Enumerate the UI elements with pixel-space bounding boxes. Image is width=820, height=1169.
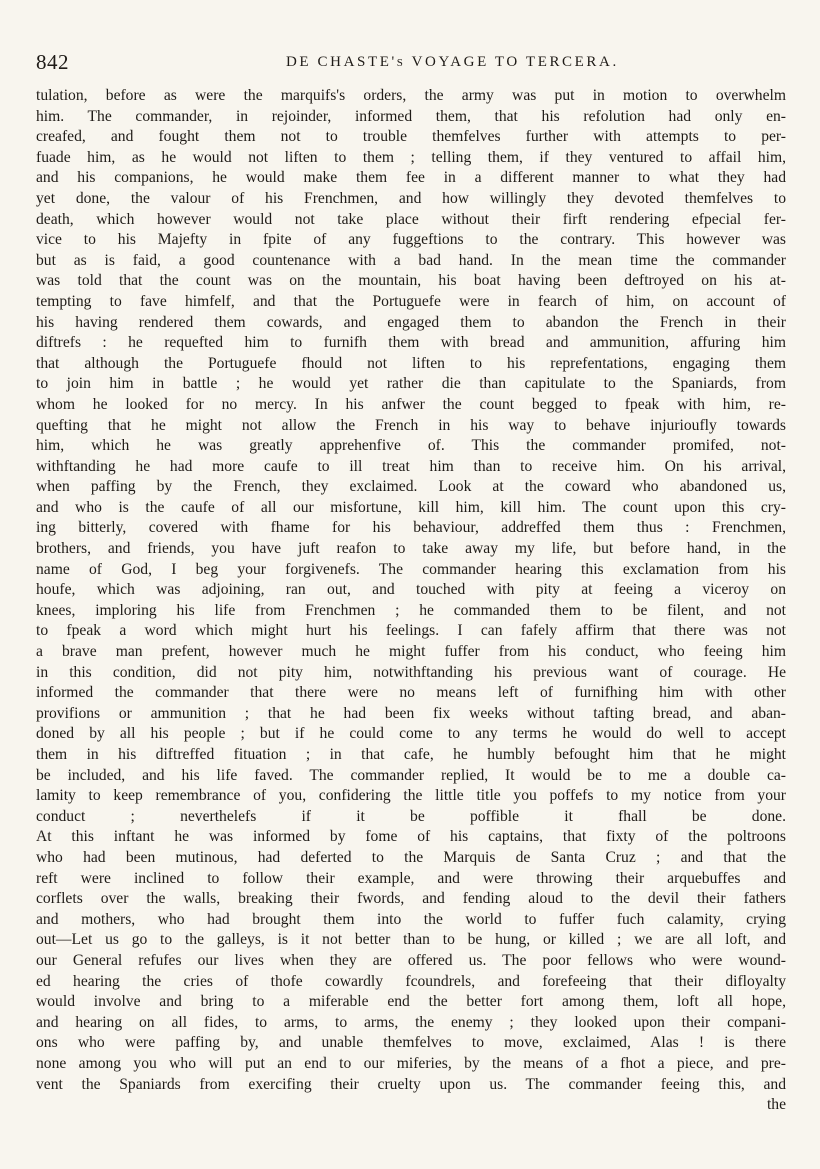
italic-text: our General refufes our lives when they are offered us. (36, 951, 487, 969)
text-line (36, 704, 786, 725)
text-line (36, 127, 786, 148)
italic-text: conduct ; neverthelefs if it be poffible it fhall be done. (36, 807, 786, 825)
roman-text: The poor fellows who were wound- (486, 951, 786, 969)
text-line (36, 601, 786, 622)
text-line (36, 848, 786, 869)
roman-text: out— (36, 931, 72, 949)
text-line (36, 436, 786, 457)
text-line (36, 745, 786, 766)
roman-text: death, which however would not take place without their firft rendering efpecial fer- (36, 210, 786, 228)
roman-text: was told that the count was on the mountain, his boat having been deftroyed on his at- (36, 272, 786, 290)
text-line (36, 1013, 786, 1034)
roman-text: tulation, before as were the marquifs's orders, the army was put in motion to overwhelm (36, 87, 786, 104)
text-line (36, 498, 786, 519)
text-line (36, 930, 786, 951)
italic-text: brothers, and friends, you have juft reafon to take away my life, but before hand, in the (36, 540, 786, 558)
text-line (36, 663, 786, 684)
italic-text: name of God, I beg your forgivenefs. (36, 560, 360, 578)
text-line (36, 807, 786, 828)
page-header (36, 48, 782, 80)
text-line (36, 580, 786, 601)
roman-text: but as is faid, a good countenance with a bad hand. In the mean time the commander (36, 251, 786, 269)
text-line (36, 560, 786, 581)
text-line (36, 251, 786, 272)
text-line (36, 910, 786, 931)
italic-text: Frenchmen, (689, 519, 786, 537)
italic-text: to arms, to arms, the enemy ; (238, 1013, 514, 1031)
roman-text: The commander feeing this, and (507, 1075, 786, 1093)
roman-text: At this inftant he was informed by fome of his captains, that fixty of the poltroons (36, 828, 786, 846)
roman-text: provifions or ammunition ; that he had been fix weeks without tafting bread, and aban- (36, 704, 786, 722)
roman-text: his having rendered them cowards, and engaged them to abandon the French in their (36, 313, 786, 331)
roman-text: to fpeak a word which might hurt his feelings. I can fafely affirm that there was not (36, 622, 786, 640)
text-line (36, 951, 786, 972)
text-line (36, 724, 786, 745)
roman-text: tempting to fave himfelf, and that the Portuguefe were in fearch of him, on account of (36, 292, 786, 310)
text-line (36, 271, 786, 292)
text-line (36, 827, 786, 848)
roman-text: in this condition, did not pity him, notwithftanding his previous want of courage. He (36, 663, 786, 681)
roman-text: the (766, 1096, 786, 1114)
roman-text: and mothers, who had brought them into the world to fuffer fuch calamity, crying (36, 910, 786, 928)
roman-text: creafed, and fought them not to trouble themfelves further with attempts to per- (36, 128, 786, 146)
text-line (36, 210, 786, 231)
roman-text: houfe, which was adjoining, ran out, and touched with pity at feeing a viceroy on (36, 581, 786, 599)
roman-text: and hearing on all fides, (36, 1013, 239, 1031)
text-line (36, 333, 786, 354)
italic-text: Alas ! is there (630, 1034, 786, 1052)
roman-text: them in his diftreffed fituation ; in that cafe, he humbly befought him that he might (36, 746, 786, 763)
roman-text: The commander hearing this exclamation from his (359, 560, 786, 578)
roman-text: diftrefs : he requefted him to furnifh them with bread and ammunition, affuring him (36, 334, 786, 352)
roman-text: knees, imploring his life from Frenchmen ; he commanded them to be filent, and not (36, 601, 786, 619)
roman-text: who had been mutinous, had deferted to the Marquis de Santa Cruz ; and that the (36, 848, 786, 866)
running-head: DE CHASTE's VOYAGE TO TERCERA. (286, 54, 619, 70)
roman-text: ing bitterly, covered with fhame for his behaviour, addreffed them thus : (36, 519, 690, 537)
text-line (36, 972, 786, 993)
roman-text: a brave man prefent, however much he might fuffer from his conduct, who feeing him (36, 643, 786, 661)
roman-text: yet done, the valour of his Frenchmen, and how willingly they devoted themfelves to (36, 189, 786, 207)
roman-text: ons who were paffing by, and unable themfelves to move, exclaimed, (36, 1034, 631, 1052)
text-line (36, 354, 786, 375)
text-line (36, 1033, 786, 1054)
italic-text: Let us go to the galleys, is it not better than to be hung, or killed ; we are all loft, and (71, 931, 786, 949)
text-line (36, 992, 786, 1013)
italic-text: none among you who will put an end to our miferies, by the means of a fhot a piece, and pre- (36, 1054, 786, 1072)
text-line (36, 374, 786, 395)
text-line (36, 168, 786, 189)
roman-text: be included, and his life faved. The commander replied, (36, 766, 489, 784)
text-line (36, 477, 786, 498)
roman-text: when paffing by the French, they exclaimed. (36, 478, 418, 496)
roman-text: The count upon this cry- (565, 498, 786, 516)
roman-text: him. The commander, in rejoinder, informed them, that his refolution had only en- (36, 107, 786, 125)
text-line (36, 148, 786, 169)
page-number: 842 (36, 50, 69, 74)
text-line (36, 292, 786, 313)
text-line (36, 621, 786, 642)
roman-text: informed the commander that there were no means left of furnifhing him with other (36, 684, 786, 702)
text-line (36, 518, 786, 539)
roman-text: corflets over the walls, breaking their fwords, and fending aloud to the devil their fathers (36, 890, 786, 908)
roman-text: ed hearing the cries of thofe cowardly fcoundrels, and forefeeing that their difloyalty (36, 972, 786, 990)
roman-text: that although the Portuguefe fhould not liften to his reprefentations, engaging them (36, 354, 786, 372)
text-line (36, 313, 786, 334)
text-line (36, 107, 786, 128)
text-line (36, 786, 786, 807)
body-text (36, 86, 786, 1116)
text-line (36, 457, 786, 478)
roman-text: reft were inclined to follow their example, and were throwing their arquebuffes and (36, 869, 786, 887)
roman-text: whom he looked for no mercy. In his anfwer the count begged to fpeak with him, re- (36, 395, 786, 413)
text-line (36, 86, 786, 107)
roman-text: quefting that he might not allow the French in his way to behave injurioufly towards (36, 416, 786, 434)
text-line (36, 1095, 786, 1116)
roman-text: would involve and bring to a miferable end the better fort among them, loft all hope, (36, 993, 786, 1011)
text-line (36, 416, 786, 437)
text-line (36, 1054, 786, 1075)
roman-text: him, which he was greatly apprehenfive of. This the commander promifed, not- (36, 437, 786, 455)
roman-text: and his companions, he would make them fee in a different manner to what they had (36, 169, 786, 187)
italic-text: vent the Spaniards from exercifing their cruelty upon us. (36, 1075, 508, 1093)
italic-text: Look at the coward who abandoned us, (417, 478, 786, 496)
roman-text: they looked upon their compani- (513, 1013, 787, 1031)
text-line (36, 189, 786, 210)
roman-text: vice to his Majefty in fpite of any fuggeftions to the contrary. This however was (36, 231, 786, 249)
italic-text: It would be to me a double ca- (488, 766, 786, 784)
text-line (36, 230, 786, 251)
roman-text: withftanding he had more caufe to ill treat him than to receive him. On his arrival, (36, 457, 786, 475)
text-line (36, 642, 786, 663)
text-line (36, 869, 786, 890)
text-line (36, 539, 786, 560)
text-line (36, 683, 786, 704)
roman-text: fuade him, as he would not liften to them ; telling them, if they ventured to affail him, (36, 148, 786, 166)
text-line (36, 889, 786, 910)
italic-text: and who is the caufe of all our misfortune, kill him, kill him. (36, 498, 566, 516)
text-line (36, 1075, 786, 1096)
italic-text: lamity to keep remembrance of you, confidering the little title you poffefs to my notice from your (36, 787, 786, 805)
roman-text: to join him in battle ; he would yet rather die than capitulate to the Spaniards, from (36, 375, 786, 393)
text-line (36, 395, 786, 416)
roman-text: doned by all his people ; but if he could come to any terms he would do well to accept (36, 725, 786, 743)
text-line (36, 766, 786, 787)
